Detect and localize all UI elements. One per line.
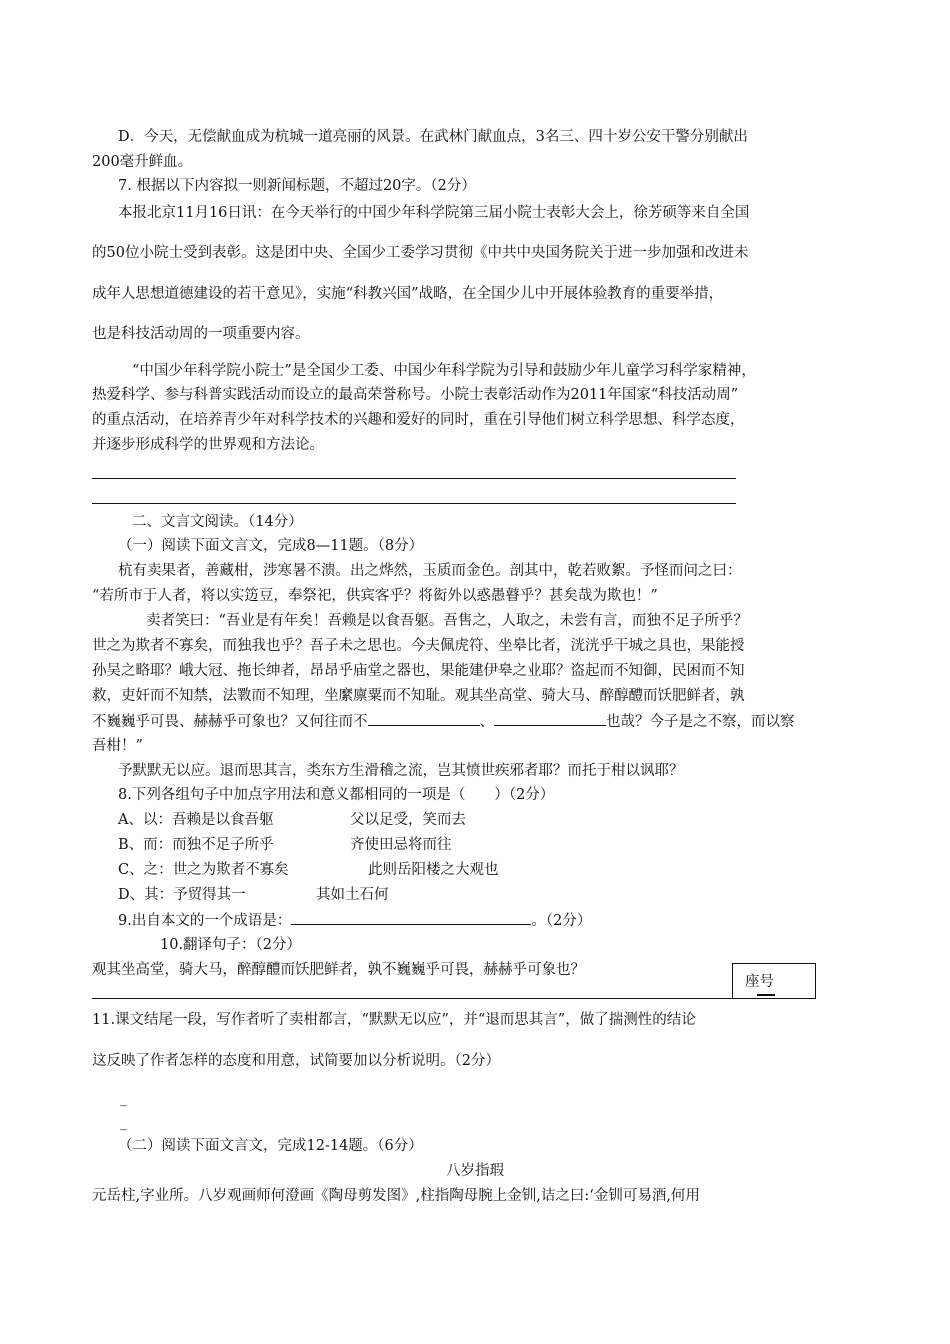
classical-text-line-5: 孙吴之略耶？峨大冠、拖长绅者，昂昂乎庙堂之器也，果能建伊皋之业耶？盗起而不知御，民困而不知	[92, 663, 745, 679]
q8-option-c: C、之：世之为欺者不寡矣	[118, 862, 289, 878]
question-7: 7. 根据以下内容拟一则新闻标题，不超过20字。（2分）	[118, 178, 476, 194]
question-11-line-2: 这反映了作者怎样的态度和用意，试简要加以分析说明。（2分）	[92, 1053, 500, 1069]
subsection-2-heading: （二）阅读下面文言文，完成12-14题。（6分）	[118, 1138, 423, 1154]
answer-line-1[interactable]	[92, 478, 736, 479]
classical-text-line-7-a: 不巍巍乎可畏、赫赫乎可象也？又何往而不	[92, 714, 368, 730]
translation-answer-line[interactable]	[92, 998, 732, 999]
answer-dash-2[interactable]: _	[120, 1115, 127, 1131]
seat-number-box	[732, 963, 816, 999]
fill-blank-1[interactable]	[368, 711, 480, 726]
option-d-line: D．今天，无偿献血成为杭城一道亮丽的风景。在武林门献血点，3名三、四十岁公安干警分别献出	[118, 129, 748, 145]
question-9-text: 9.出自本文的一个成语是：	[118, 913, 292, 929]
q8-option-b-compare: 齐使田忌将而往	[350, 837, 452, 853]
news-para-1-line-1: 本报北京11月16日讯：在今天举行的中国少年科学院第三届小院士表彰大会上，徐芳硕等来自全国	[118, 205, 750, 221]
classical-text-line-9: 予默默无以应。退而思其言，类东方生滑稽之流，岂其愤世疾邪者耶？而托于柑以讽耶？	[118, 763, 684, 779]
classical-text-line-6: 救，吏奸而不知禁，法斁而不知理，坐縻廪粟而不知耻。观其坐高堂、骑大马、醉醇醴而饫肥鲜者，孰	[92, 688, 745, 704]
news-para-1-line-2: 的50位小院士受到表彰。这是团中央、全国少工委学习贯彻《中共中央国务院关于进一步加强和改进未	[92, 245, 749, 261]
classical-text-line-4: 世之为欺者不寡矣，而独我也乎？吾子未之思也。今夫佩虎符、坐皋比者，洸洸乎干城之具也，果能授	[92, 638, 745, 654]
subsection-1-heading: （一）阅读下面文言文，完成8—11题。（8分）	[118, 538, 424, 554]
classical-text-line-7-c: 也哉？今子是之不察，而以察	[606, 714, 795, 730]
question-11-line-1: 11.课文结尾一段，写作者听了卖柑都言，“默默无以应”，并“退而思其言”，做了揣测性的结论	[92, 1012, 696, 1028]
answer-line-2[interactable]	[92, 503, 736, 504]
classical-text-line-7	[92, 711, 795, 732]
seat-number-blank[interactable]	[757, 980, 775, 996]
question-9	[118, 910, 591, 931]
option-d-continued: 200毫升鲜血。	[92, 154, 193, 170]
news-para-2-line-3: 的重点活动，在培养青少年对科学技术的兴趣和爱好的同时，重在引导他们树立科学思想、科学态度，	[92, 412, 745, 428]
idiom-answer-blank[interactable]	[291, 910, 531, 925]
classical-text-line-2: “若所市于人者，将以实笾豆，奉祭祀，供宾客乎？将衒外以惑愚瞽乎？甚矣哉为欺也！”	[92, 588, 658, 604]
question-9-score: 。（2分）	[531, 913, 592, 929]
q8-option-c-compare: 此则岳阳楼之大观也	[368, 862, 499, 878]
q8-option-d: D、其：予贸得其一	[118, 887, 246, 903]
news-para-1-line-3: 成年人思想道德建设的若干意见》，实施“科教兴国”战略，在全国少儿中开展体验教育的重要举措，	[92, 286, 724, 302]
seat-number-label: 座号	[745, 972, 774, 992]
news-para-2-line-1: “中国少年科学院小院士”是全国少工委、中国少年科学院为引导和鼓励少年儿童学习科学家精神，	[132, 363, 756, 379]
section-2-heading: 二、文言文阅读。（14分）	[132, 514, 303, 530]
fill-blank-2[interactable]	[494, 711, 606, 726]
passage-2-title: 八岁指瑕	[446, 1163, 504, 1179]
answer-dash-1[interactable]: _	[120, 1091, 127, 1107]
news-para-1-line-4: 也是科技活动周的一项重要内容。	[92, 326, 310, 342]
news-para-2-line-2: 热爱科学、参与科普实践活动而设立的最高荣誉称号。小院士表彰活动作为2011年国家“科技活动周”	[92, 387, 739, 403]
classical-text-line-8: 吾柑！”	[92, 738, 143, 754]
question-8: 8.下列各组句子中加点字用法和意义都相同的一项是（ ）（2分）	[118, 787, 555, 803]
classical-text-line-1: 杭有卖果者，善藏柑，涉寒暑不溃。出之烨然，玉质而金色。剖其中，乾若败絮。予怪而问之曰：	[118, 563, 742, 579]
q8-option-b: B、而：而独不足子所乎	[118, 837, 274, 853]
news-para-2-line-4: 并逐步形成科学的世界观和方法论。	[92, 437, 324, 453]
classical-text-line-7-b: 、	[479, 714, 494, 730]
q8-option-a-compare: 父以足受，笑而去	[350, 812, 466, 828]
question-10-sentence: 观其坐高堂，骑大马，醉醇醴而饫肥鲜者，孰不巍巍乎可畏，赫赫乎可象也？	[92, 962, 585, 978]
question-10: 10.翻译句子：（2分）	[160, 937, 302, 953]
q8-option-a: A、以：吾赖是以食吾躯	[118, 812, 274, 828]
q8-option-d-compare: 其如土石何	[316, 887, 389, 903]
passage-2-line-1: 元岳柱,字业所。八岁观画师何澄画《陶母剪发图》,柱指陶母腕上金钏,诘之曰:‘金钏可易酒,何用	[92, 1188, 700, 1204]
classical-text-line-3: 卖者笑曰：“吾业是有年矣！吾赖是以食吾躯。吾售之，人取之，未尝有言，而独不足子所乎？	[146, 613, 748, 629]
